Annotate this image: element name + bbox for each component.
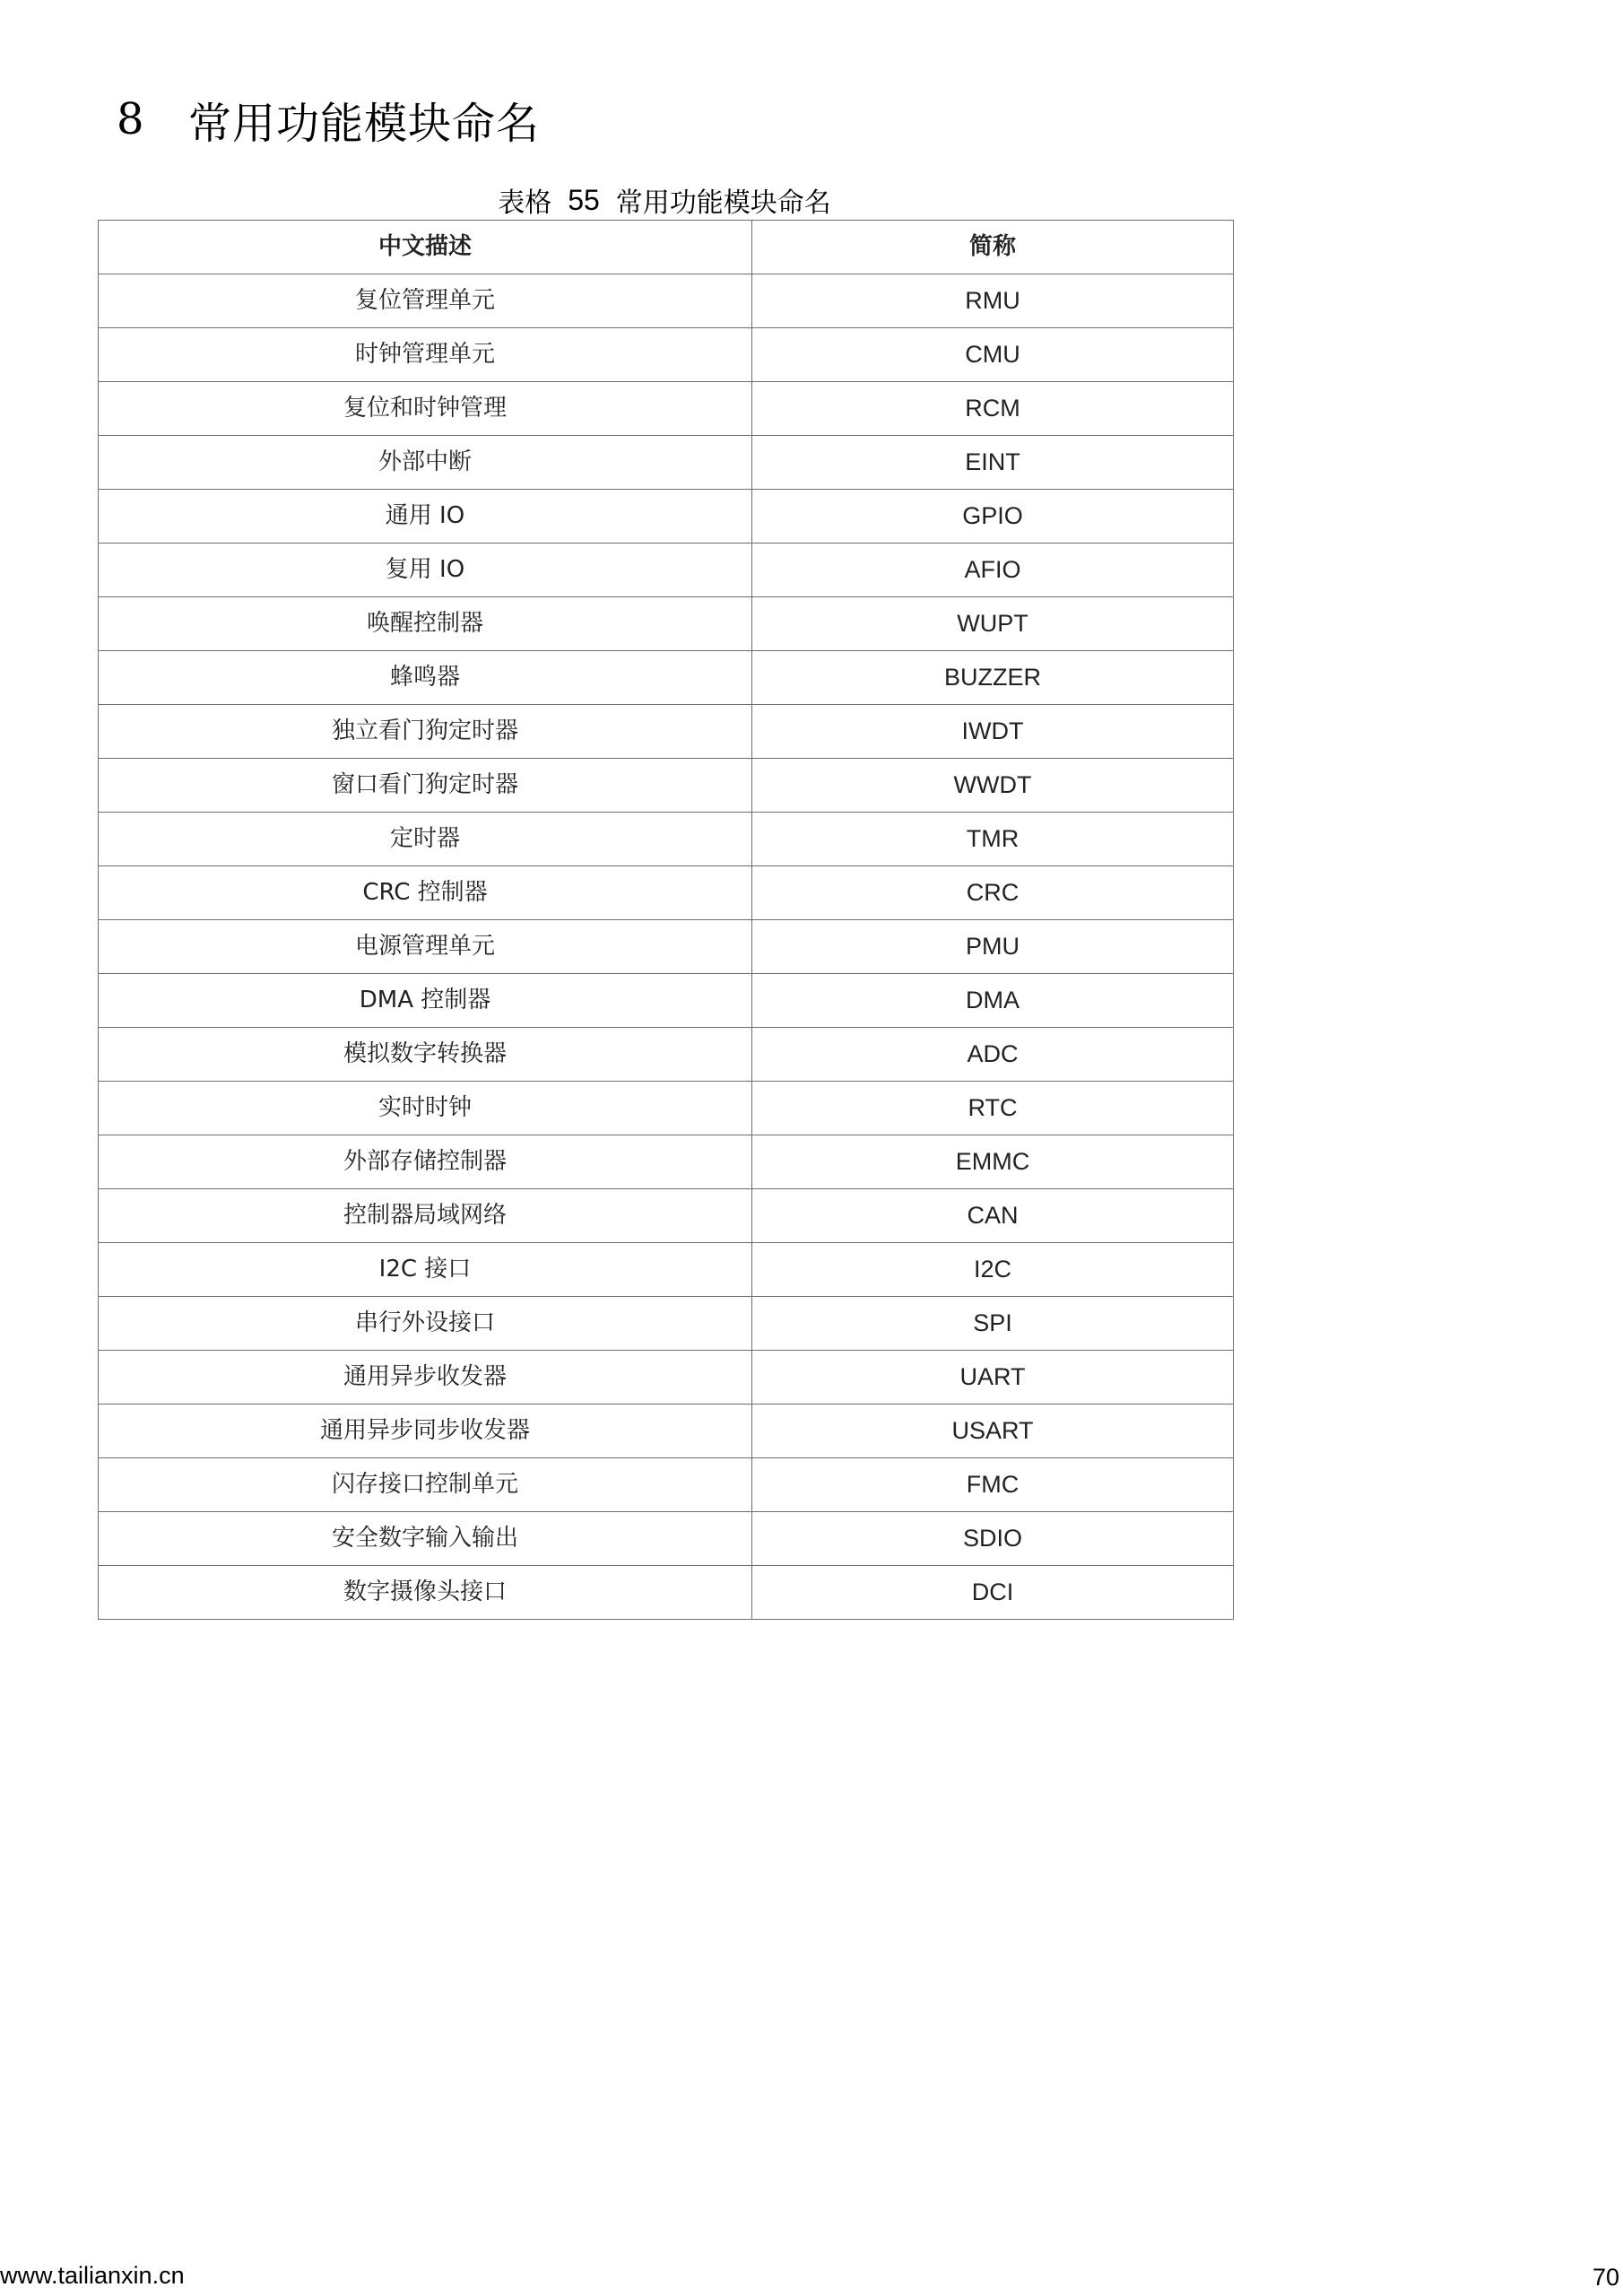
table-row [99, 1135, 1234, 1189]
table-row [99, 974, 1234, 1028]
cell-chinese-description: DMA 控制器 [99, 974, 752, 1028]
table-row [99, 1512, 1234, 1566]
cell-abbreviation: IWDT [752, 705, 1234, 759]
cell-chinese-description: 通用异步同步收发器 [99, 1405, 752, 1458]
cell-abbreviation: TMR [752, 813, 1234, 866]
header-chinese-description: 中文描述 [99, 221, 752, 274]
cell-chinese-description: 安全数字输入输出 [99, 1512, 752, 1566]
table-row [99, 597, 1234, 651]
cell-chinese-description: 复用 IO [99, 544, 752, 597]
cell-chinese-description: 蜂鸣器 [99, 651, 752, 705]
cell-chinese-description: 电源管理单元 [99, 920, 752, 974]
cell-abbreviation: DMA [752, 974, 1234, 1028]
cell-chinese-description: 数字摄像头接口 [99, 1566, 752, 1620]
table-row [99, 328, 1234, 382]
cell-abbreviation: SDIO [752, 1512, 1234, 1566]
table-row [99, 274, 1234, 328]
cell-chinese-description: CRC 控制器 [99, 866, 752, 920]
caption-prefix: 表格 [498, 187, 552, 219]
section-number: 8 [117, 94, 145, 144]
cell-abbreviation: WWDT [752, 759, 1234, 813]
cell-chinese-description: 闪存接口控制单元 [99, 1458, 752, 1512]
header-abbreviation: 简称 [752, 221, 1234, 274]
cell-abbreviation: PMU [752, 920, 1234, 974]
table-row [99, 920, 1234, 974]
cell-abbreviation: RTC [752, 1082, 1234, 1135]
table-header-row [99, 221, 1234, 274]
cell-chinese-description: 模拟数字转换器 [99, 1028, 752, 1082]
cell-abbreviation: DCI [752, 1566, 1234, 1620]
table-row [99, 382, 1234, 436]
cell-abbreviation: GPIO [752, 490, 1234, 544]
table-body [99, 274, 1234, 1620]
cell-chinese-description: 外部存储控制器 [99, 1135, 752, 1189]
cell-chinese-description: 复位和时钟管理 [99, 382, 752, 436]
caption-table-number: 55 [568, 183, 600, 216]
cell-chinese-description: 通用 IO [99, 490, 752, 544]
cell-abbreviation: ADC [752, 1028, 1234, 1082]
cell-chinese-description: 串行外设接口 [99, 1297, 752, 1351]
module-names-table [98, 220, 1234, 1620]
caption-title: 常用功能模块命名 [615, 187, 831, 219]
cell-abbreviation: RMU [752, 274, 1234, 328]
cell-chinese-description: 通用异步收发器 [99, 1351, 752, 1405]
table-row [99, 1082, 1234, 1135]
cell-abbreviation: AFIO [752, 544, 1234, 597]
cell-abbreviation: BUZZER [752, 651, 1234, 705]
table-row [99, 813, 1234, 866]
table-row [99, 1028, 1234, 1082]
cell-chinese-description: 独立看门狗定时器 [99, 705, 752, 759]
cell-abbreviation: CRC [752, 866, 1234, 920]
table-caption [97, 179, 1232, 221]
cell-abbreviation: FMC [752, 1458, 1234, 1512]
cell-abbreviation: USART [752, 1405, 1234, 1458]
table-row [99, 436, 1234, 490]
cell-chinese-description: 控制器局域网络 [99, 1189, 752, 1243]
section-title: 常用功能模块命名 [188, 98, 541, 149]
cell-abbreviation: CAN [752, 1189, 1234, 1243]
table-row [99, 1405, 1234, 1458]
table-row [99, 1243, 1234, 1297]
cell-abbreviation: EINT [752, 436, 1234, 490]
cell-chinese-description: 定时器 [99, 813, 752, 866]
footer-website: www.tailianxin.cn [0, 2262, 185, 2289]
table-row [99, 1458, 1234, 1512]
table-row [99, 705, 1234, 759]
cell-chinese-description: 时钟管理单元 [99, 328, 752, 382]
section-heading [117, 88, 540, 151]
table-row [99, 1297, 1234, 1351]
table-row [99, 651, 1234, 705]
cell-chinese-description: 实时时钟 [99, 1082, 752, 1135]
table-row [99, 490, 1234, 544]
cell-abbreviation: UART [752, 1351, 1234, 1405]
cell-chinese-description: 外部中断 [99, 436, 752, 490]
cell-abbreviation: CMU [752, 328, 1234, 382]
cell-chinese-description: 复位管理单元 [99, 274, 752, 328]
cell-chinese-description: 唤醒控制器 [99, 597, 752, 651]
cell-chinese-description: 窗口看门狗定时器 [99, 759, 752, 813]
cell-chinese-description: I2C 接口 [99, 1243, 752, 1297]
table-row [99, 544, 1234, 597]
table-row [99, 1351, 1234, 1405]
footer-page-number: 70 [1593, 2264, 1620, 2291]
cell-abbreviation: WUPT [752, 597, 1234, 651]
cell-abbreviation: EMMC [752, 1135, 1234, 1189]
cell-abbreviation: SPI [752, 1297, 1234, 1351]
cell-abbreviation: RCM [752, 382, 1234, 436]
cell-abbreviation: I2C [752, 1243, 1234, 1297]
table-row [99, 1189, 1234, 1243]
table-row [99, 866, 1234, 920]
table-row [99, 759, 1234, 813]
table-row [99, 1566, 1234, 1620]
